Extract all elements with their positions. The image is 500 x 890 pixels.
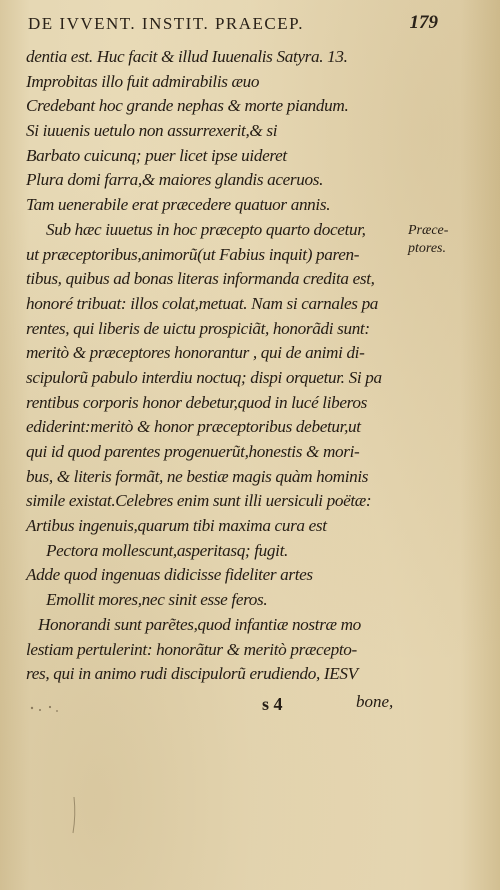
text-line: Honorandi sunt parẽtes,quod infantiæ nostræ mo: [38, 614, 361, 634]
text-line: dentia est. Huc facit & illud Iuuenalis Satyra. 13.: [26, 47, 348, 66]
verse-line: Pectora mollescunt,asperitasq; fugit.: [46, 540, 288, 560]
verse-line: Adde quod ingenuas didicisse fideliter artes: [26, 565, 313, 585]
page-header: [28, 8, 438, 38]
text-line: qui id quod parentes progenuerũt,honestis & mori-: [26, 442, 360, 461]
text-line: simile existat.Celebres enim sunt illi uersiculi poëtæ:: [26, 491, 372, 511]
text-line: Credebant hoc grande nephas & morte piandum.: [26, 96, 349, 116]
text-line: res, qui in animo rudi discipulorũ erudiendo, IESV: [26, 664, 358, 684]
marginal-note: Præce-ptores.: [408, 223, 449, 256]
text-line: rentibus corporis honor debetur,quod in lucé liberos: [26, 392, 367, 412]
paper-mark: [70, 795, 78, 835]
text-line: lestiam pertulerint: honorãtur & meritò præcepto-: [26, 639, 357, 659]
text-line: honoré tribuat: illos colat,metuat. Nam si carnales pa: [26, 293, 379, 313]
ink-smudge: [24, 700, 64, 718]
text-line: Sub hæc iuuetus in hoc præcepto quarto docetur,: [46, 219, 366, 239]
text-line: bus, & literis formãt, ne bestiæ magis quàm hominis: [26, 466, 369, 486]
catchword: bone,: [356, 692, 394, 711]
running-head: DE IVVENT. INSTIT. PRAECEP.: [28, 14, 304, 33]
text-line: Barbato cuicunq; puer licet ipse uideret: [26, 145, 287, 165]
verse-line: Emollit mores,nec sinit esse feros.: [46, 590, 268, 610]
page-footer: [26, 692, 466, 722]
body-text: [26, 45, 418, 687]
text-line: Plura domi farra,& maiores glandis aceruos.: [26, 170, 324, 190]
text-line: meritò & præceptores honorantur , qui de animi di-: [26, 343, 365, 363]
signature-mark: s 4: [262, 694, 283, 714]
text-line: tibus, quibus ad bonas literas informanda credita est,: [26, 269, 375, 289]
verse-line: Artibus ingenuis,quarum tibi maxima cura est: [26, 516, 327, 536]
text-line: ediderint:meritò & honor præceptoribus debetur,ut: [26, 417, 361, 437]
text-line: Improbitas illo fuit admirabilis æuo: [26, 71, 260, 91]
text-line: rentes, qui liberis de uictu prospiciãt, honorãdi sunt:: [26, 318, 370, 338]
text-line: Tam uenerabile erat præcedere quatuor annis.: [26, 195, 331, 215]
text-line: Si iuuenis uetulo non assurrexerit,& si: [26, 121, 278, 141]
page-number: 179: [409, 12, 438, 33]
text-line: ut præceptoribus,animorũ(ut Fabius inquit) paren-: [26, 244, 360, 264]
text-line: scipulorũ pabulo interdiu noctuq; dispi orquetur. Si pa: [26, 367, 382, 387]
